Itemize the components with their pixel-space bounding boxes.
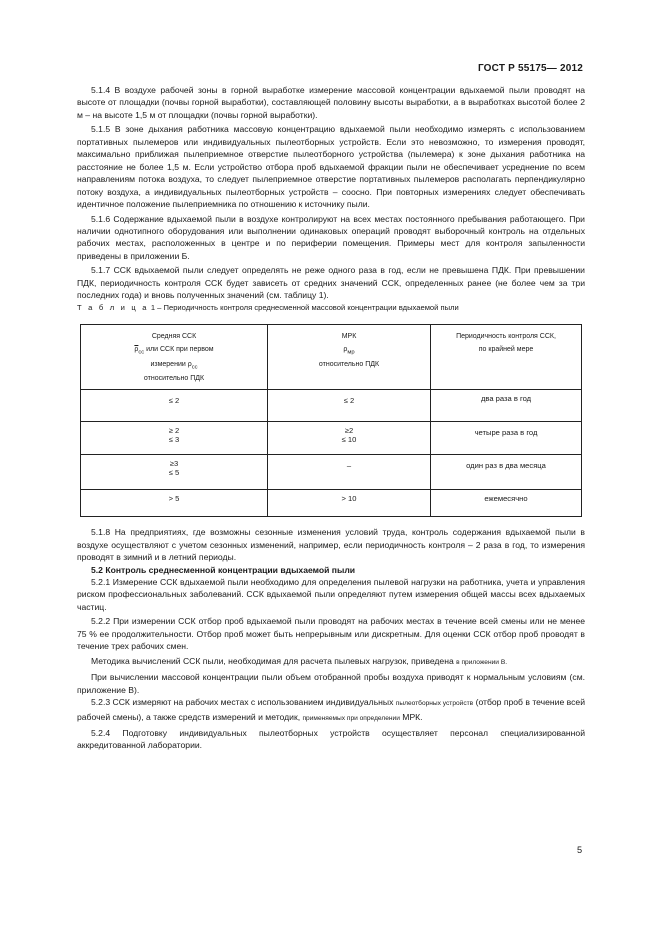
paragraph-5-2-4: 5.2.4 Подготовку индивидуальных пылеотборных устройств осуществляет персонал специализированной аккредитованной лаборатории.: [77, 727, 585, 751]
paragraph-5-1-8: 5.1.8 На предприятиях, где возможны сезонные изменения условий труда, контроль содержания вдыхаемой пыли в воздухе осуществляют с учетом сезонных изменений, например, если периодичность контроля – 2 раза в год, то измерения проводят в зимний и в летний периоды.: [77, 527, 585, 563]
paragraph-5-2-1: 5.2.1 Измерение ССК вдыхаемой пыли необходимо для определения пылевой нагрузки на работника, учета и управления риском профессиональных заболеваний. ССК вдыхаемой пыли определяют путем измерения общей массы всех вдыхаемых частиц.: [77, 576, 585, 612]
paragraph-5-2-3: 5.2.3 ССК измеряют на рабочих местах с использованием индивидуальных пылеотборных устройств (отбор проб в течение всей рабочей смены), а также средств измерений и методик, применяемых при определении МРК.: [77, 697, 585, 722]
cell-mrk: ≤ 2: [268, 390, 431, 422]
paragraph-5-2-2: 5.2.2 При измерении ССК отбор проб вдыхаемой пыли проводят на рабочих местах в течение всей смены или не менее 75 % ее продолжительности. Отбор проб может быть непрерывным или дискретным. Для оценки ССК отбор проб проводят в течение трех рабочих смен.: [77, 616, 585, 652]
table-row: [81, 455, 582, 490]
table-row: [81, 490, 582, 517]
table-row: [81, 390, 582, 422]
cell-ssk: > 5: [81, 490, 268, 517]
header-periodicity: Периодичность контроля ССК, по крайней мере: [431, 325, 582, 390]
cell-ssk: ≤ 2: [81, 390, 268, 422]
header-mrk: МРК $\rho_{мр}$ относительно ПДК: [268, 325, 431, 390]
cell-mrk: –: [268, 455, 431, 490]
cell-periodicity: четыре раза в год: [431, 422, 582, 455]
paragraph-calculation: При вычислении массовой концентрации пыли объем отобранной пробы воздуха приводят к нормальным условиям (см. приложение В).: [77, 672, 585, 695]
paragraph-5-1-6: 5.1.6 Содержание вдыхаемой пыли в воздухе контролируют на всех местах постоянного пребывания работающего. При наличии однотипного оборудования или выполнении одинаковых операций проводят выборочный контроль на отдельных рабочих местах, расположенных в центре и по периферии помещения. Примеры мест для контроля запыленности приведены в приложении Б.: [77, 213, 585, 261]
paragraph-5-1-4: 5.1.4 В воздухе рабочей зоны в горной выработке измерение массовой концентрации вдыхаемой пыли проводят на высоте от площадки (почвы горной выработки), составляющей половину высоты выработки, а в выработках высотой более 2 м – на высоте 1,5 м от площадки (почвы горной выработки).: [77, 85, 585, 120]
page-body: [77, 84, 585, 752]
cell-mrk: > 10: [268, 490, 431, 517]
paragraph-method: Методика вычислений ССК пыли, необходимая для расчета пылевых нагрузок, приведена в приложении В.: [91, 655, 508, 666]
table-row: [81, 422, 582, 455]
cell-periodicity: два раза в год: [431, 390, 582, 422]
table-header-row: [81, 325, 582, 390]
document-header: ГОСТ Р 55175— 2012: [477, 63, 583, 74]
page-number: 5: [577, 845, 583, 855]
header-average-ssk: Средняя ССК $\overline{\rho}_{сс}$ или ССК при первом измерении $\rho_{сс}$ относительно ПДК: [81, 325, 268, 390]
cell-periodicity: один раз в два месяца: [431, 455, 582, 490]
cell-ssk: ≥3 ≤ 5: [81, 455, 268, 490]
paragraph-5-1-7: 5.1.7 ССК вдыхаемой пыли следует определять не реже одного раза в год, если не превышена ПДК. При превышении ПДК, периодичность контроля ССК будет зависеть от средних значений ССК, определенных ранее (не более чем за три последних года) и вновь полученных значений (см. таблицу 1).: [77, 265, 585, 301]
paragraph-5-1-5: 5.1.5 В зоне дыхания работника массовую концентрацию вдыхаемой пыли необходимо измерять с использованием портативных пылемеров или индивидуальных пылеотборных устройств. Если это невозможно, то измерения проводят, максимально приближая пылеприемное отверстие пылеотборного устройства (пылемера) к зоне дыхания работника на расстояние не более 1,5 м. Если устройство отбора проб вдыхаемой фракции пыли не обеспечивает усреднение по всем направлениям потока воздуха, то следует пылеприемное отверстие портативных пылемеров располагать перпендикулярно потоку воздуха, а индивидуальных пылеотборных устройств – соосно. При повторных измерениях следует обеспечивать идентичное положение пылеприемника по отношению к источнику пыли.: [77, 124, 585, 210]
periodicity-table: [80, 324, 582, 517]
cell-mrk: ≥2 ≤ 10: [268, 422, 431, 455]
cell-ssk: ≥ 2 ≤ 3: [81, 422, 268, 455]
cell-periodicity: ежемесячно: [431, 490, 582, 517]
table-caption: Т а б л и ц а 1 – Периодичность контроля среднесменной массовой концентрации вдыхаемой пыли: [77, 302, 459, 312]
section-title: 5.2 Контроль среднесменной концентрации вдыхаемой пыли: [91, 564, 356, 575]
